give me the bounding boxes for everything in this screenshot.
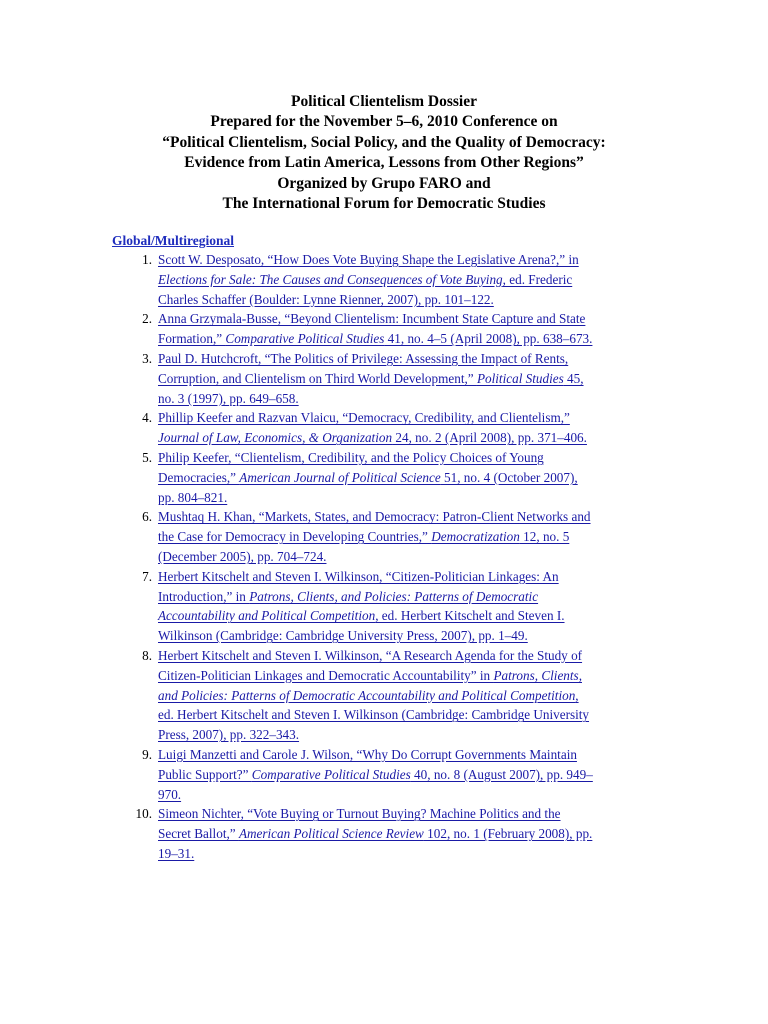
- reference-link[interactable]: [158, 804, 672, 863]
- reference-line: [158, 369, 672, 389]
- reference-line: [158, 468, 672, 488]
- reference-item: [112, 745, 672, 804]
- reference-number: 3.: [142, 350, 152, 366]
- reference-number: 8.: [142, 647, 152, 663]
- reference-italic-title: Political Studies: [476, 370, 564, 386]
- reference-text-segment: 24, no. 2 (April 2008), pp. 371–406.: [392, 430, 587, 446]
- reference-text-segment: (December 2005), pp. 704–724.: [158, 548, 327, 564]
- reference-text-segment: pp. 804–821.: [158, 489, 228, 505]
- reference-text-segment: Paul D. Hutchcroft, “The Politics of Privilege: Assessing the Impact of Rents,: [158, 350, 569, 366]
- reference-line: [158, 389, 672, 409]
- reference-link[interactable]: [158, 646, 672, 745]
- reference-text-segment: 45,: [563, 370, 584, 386]
- reference-number: 2.: [142, 311, 152, 327]
- reference-text-segment: Citizen-Politician Linkages and Democratic Accountability” in: [158, 667, 494, 683]
- reference-link[interactable]: [158, 349, 672, 408]
- reference-line: [158, 270, 672, 290]
- reference-line: [158, 745, 672, 765]
- reference-link[interactable]: [158, 408, 672, 448]
- reference-line: [158, 250, 672, 270]
- reference-item: [112, 646, 672, 745]
- reference-item: [112, 250, 672, 309]
- reference-number: 9.: [142, 746, 152, 762]
- reference-link[interactable]: [158, 309, 672, 349]
- reference-number: 4.: [142, 410, 152, 426]
- reference-italic-title: Patrons, Clients,: [493, 667, 582, 683]
- reference-text-segment: Herbert Kitschelt and Steven I. Wilkinson, “Citizen-Politician Linkages: An: [158, 568, 559, 584]
- document-title: [40, 92, 728, 214]
- reference-text-segment: Introduction,” in: [158, 588, 250, 604]
- reference-text-segment: ,: [575, 687, 579, 703]
- reference-text-segment: Simeon Nichter, “Vote Buying or Turnout Buying? Machine Politics and the: [158, 806, 561, 822]
- reference-number: 6.: [142, 509, 152, 525]
- reference-line: [158, 428, 672, 448]
- reference-italic-title: American Journal of Political Science: [239, 469, 441, 485]
- reference-italic-title: Elections for Sale: The Causes and Consequences of Vote Buying: [158, 271, 503, 287]
- reference-line: [158, 666, 672, 686]
- reference-line: [158, 785, 672, 805]
- reference-text-segment: Scott W. Desposato, “How Does Vote Buying Shape the Legislative Arena?,” in: [158, 252, 579, 267]
- reference-number: 7.: [142, 568, 152, 584]
- reference-text-segment: 51, no. 4 (October 2007),: [440, 469, 578, 485]
- title-line-3: “Political Clientelism, Social Policy, and the Quality of Democracy:: [162, 133, 606, 151]
- reference-text-segment: Charles Schaffer (Boulder: Lynne Rienner, 2007), pp. 101–122.: [158, 291, 494, 307]
- reference-number: 1.: [142, 252, 152, 267]
- reference-text-segment: Formation,”: [158, 331, 226, 347]
- reference-italic-title: and Policies: Patterns of Democratic Accountability and Political Competition: [158, 687, 576, 703]
- reference-item: [112, 507, 672, 566]
- reference-text-segment: Secret Ballot,”: [158, 826, 239, 842]
- reference-line: [158, 725, 672, 745]
- reference-link[interactable]: [158, 448, 672, 507]
- reference-italic-title: Accountability and Political Competition: [158, 608, 376, 624]
- reference-italic-title: Democratization: [431, 529, 520, 545]
- reference-italic-title: Patrons, Clients, and Policies: Patterns of Democratic: [249, 588, 539, 604]
- reference-text-segment: Public Support?”: [158, 766, 252, 782]
- reference-line: [158, 329, 672, 349]
- reference-item: [112, 567, 672, 646]
- reference-text-segment: Philip Keefer, “Clientelism, Credibility, and the Policy Choices of Young: [158, 449, 544, 465]
- reference-text-segment: 19–31.: [158, 845, 195, 861]
- reference-line: [158, 824, 672, 844]
- reference-text-segment: 102, no. 1 (February 2008), pp.: [423, 826, 593, 842]
- reference-italic-title: Comparative Political Studies: [225, 331, 385, 347]
- reference-text-segment: Luigi Manzetti and Carole J. Wilson, “Why Do Corrupt Governments Maintain: [158, 746, 577, 762]
- reference-item: [112, 448, 672, 507]
- reference-line: [158, 626, 672, 646]
- reference-text-segment: , ed. Frederic: [502, 271, 573, 287]
- reference-item: [112, 349, 672, 408]
- title-line-2: Prepared for the November 5–6, 2010 Conference on: [210, 113, 558, 131]
- reference-line: [158, 606, 672, 626]
- reference-text-segment: Wilkinson (Cambridge: Cambridge University Press, 2007), pp. 1–49.: [158, 628, 528, 644]
- reference-line: [158, 587, 672, 607]
- reference-line: [158, 488, 672, 508]
- reference-text-segment: 41, no. 4–5 (April 2008), pp. 638–673.: [384, 331, 593, 347]
- reference-list: [112, 250, 672, 864]
- reference-item: [112, 804, 672, 863]
- reference-italic-title: Comparative Political Studies: [251, 766, 411, 782]
- reference-link[interactable]: [158, 507, 672, 566]
- reference-line: [158, 765, 672, 785]
- reference-text-segment: Phillip Keefer and Razvan Vlaicu, “Democracy, Credibility, and Clientelism,”: [158, 410, 570, 426]
- reference-link[interactable]: [158, 250, 672, 309]
- reference-text-segment: no. 3 (1997), pp. 649–658.: [158, 390, 299, 406]
- reference-line: [158, 547, 672, 567]
- reference-line: [158, 527, 672, 547]
- reference-text-segment: Anna Grzymala-Busse, “Beyond Clientelism: Incumbent State Capture and State: [158, 311, 586, 327]
- reference-line: [158, 804, 672, 824]
- reference-line: [158, 290, 672, 310]
- section-heading-link[interactable]: Global/Multiregional: [112, 233, 235, 248]
- reference-item: [112, 408, 672, 448]
- reference-text-segment: Herbert Kitschelt and Steven I. Wilkinson, “A Research Agenda for the Study of: [158, 647, 583, 663]
- reference-line: [158, 507, 672, 527]
- reference-text-segment: 12, no. 5: [519, 529, 570, 545]
- reference-line: [158, 567, 672, 587]
- title-line-4: Evidence from Latin America, Lessons from Other Regions”: [184, 154, 584, 172]
- reference-line: [158, 844, 672, 864]
- title-line-6: The International Forum for Democratic Studies: [222, 195, 546, 213]
- reference-link[interactable]: [158, 567, 672, 646]
- reference-number: 5.: [142, 449, 152, 465]
- reference-line: [158, 646, 672, 666]
- reference-text-segment: 970.: [158, 786, 182, 802]
- reference-line: [158, 686, 672, 706]
- reference-number: 10.: [135, 806, 152, 822]
- reference-text-segment: ed. Herbert Kitschelt and Steven I. Wilkinson (Cambridge: Cambridge University: [158, 707, 590, 723]
- reference-italic-title: Journal of Law, Economics, & Organization: [158, 430, 393, 446]
- reference-link[interactable]: [158, 745, 672, 804]
- reference-text-segment: Democracies,”: [158, 469, 240, 485]
- reference-line: [158, 705, 672, 725]
- title-line-1: Political Clientelism Dossier: [291, 93, 477, 110]
- reference-italic-title: American Political Science Review: [238, 826, 424, 842]
- reference-line: [158, 349, 672, 369]
- reference-text-segment: Mushtaq H. Khan, “Markets, States, and Democracy: Patron-Client Networks and: [158, 509, 591, 525]
- reference-line: [158, 408, 672, 428]
- title-line-5: Organized by Grupo FARO and: [277, 174, 491, 192]
- reference-text-segment: 40, no. 8 (August 2007), pp. 949–: [410, 766, 593, 782]
- reference-item: [112, 309, 672, 349]
- reference-text-segment: the Case for Democracy in Developing Countries,”: [158, 529, 432, 545]
- reference-text-segment: Press, 2007), pp. 322–343.: [158, 727, 300, 743]
- reference-line: [158, 309, 672, 329]
- reference-line: [158, 448, 672, 468]
- reference-text-segment: , ed. Herbert Kitschelt and Steven I.: [375, 608, 565, 624]
- reference-text-segment: Corruption, and Clientelism on Third World Development,”: [158, 370, 477, 386]
